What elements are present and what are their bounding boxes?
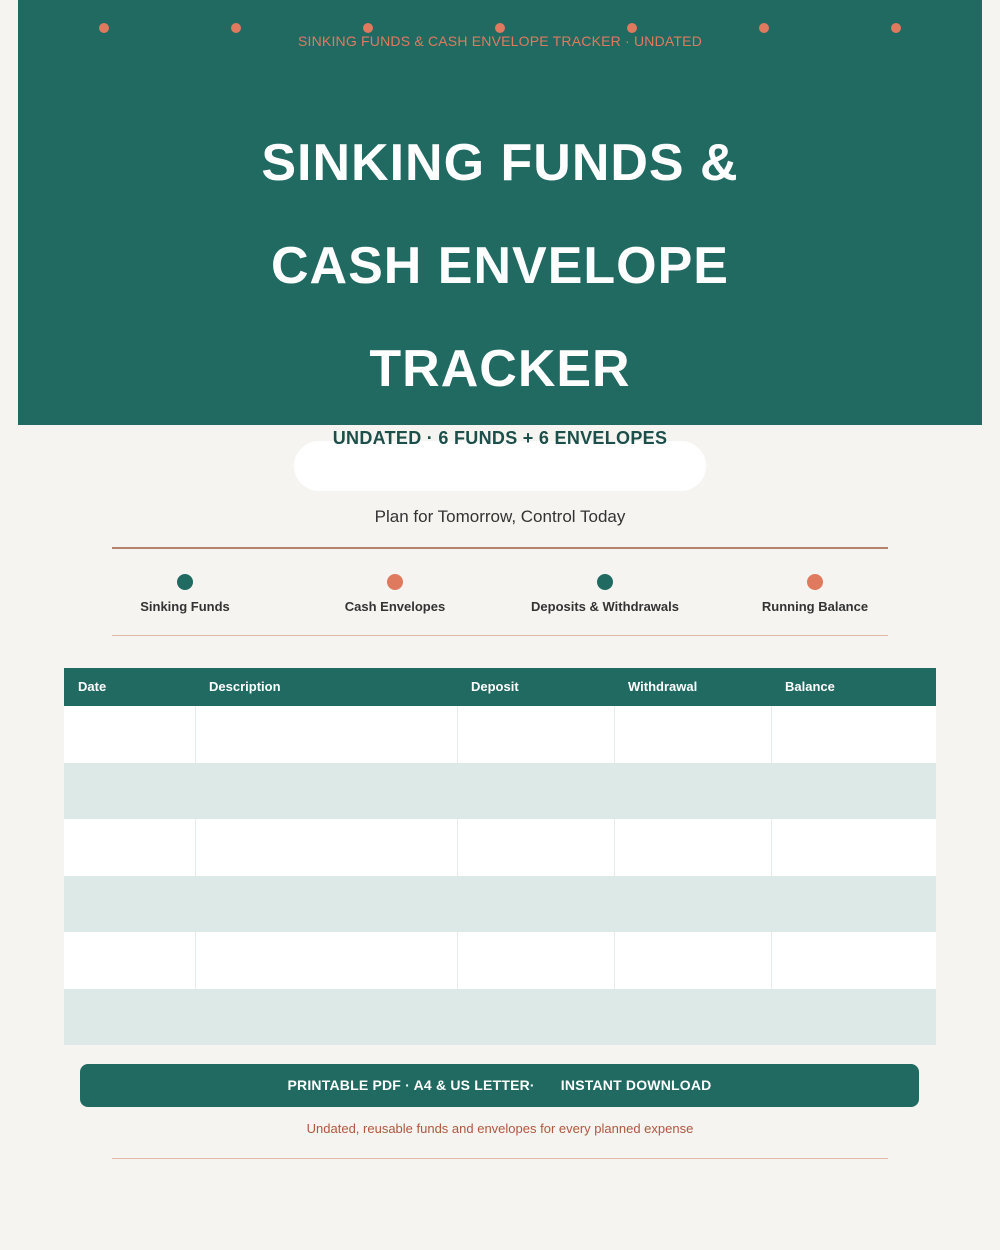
table-row [64,876,936,933]
feature-cash-envelopes [295,574,495,614]
title-line: SINKING FUNDS & [261,134,739,192]
table-cell[interactable] [771,932,936,989]
dot-icon [387,574,403,590]
table-cell[interactable] [195,876,457,933]
table-cell[interactable] [64,989,195,1046]
table-header-row [64,668,936,706]
table-cell[interactable] [457,706,614,763]
feature-label: Sinking Funds [140,599,230,614]
table-cell[interactable] [614,819,771,876]
feature-sinking-funds [85,574,285,614]
table-cell[interactable] [195,763,457,820]
header-top-line: SINKING FUNDS & CASH ENVELOPE TRACKER · UNDATED [297,33,703,49]
dot-icon [231,23,241,33]
tagline: Plan for Tomorrow, Control Today [374,507,626,526]
title-line: CASH ENVELOPE [271,237,729,295]
divider [112,635,888,636]
table-cell[interactable] [771,876,936,933]
dot-icon [363,23,373,33]
table-row [64,763,936,820]
column-header-description: Description [209,678,281,694]
table-cell[interactable] [64,932,195,989]
table-cell[interactable] [457,989,614,1046]
feature-label: Cash Envelopes [344,599,446,614]
table-cell[interactable] [195,819,457,876]
table-cell[interactable] [64,819,195,876]
table-cell[interactable] [457,819,614,876]
download-banner [80,1064,919,1107]
table-row [64,819,936,876]
subtitle: UNDATED · 6 FUNDS + 6 ENVELOPES [332,428,668,448]
table-cell[interactable] [457,763,614,820]
page-title [18,112,982,421]
table-cell[interactable] [195,706,457,763]
dot-icon [627,23,637,33]
table-row [64,706,936,763]
banner-format-text: PRINTABLE PDF · A4 & US LETTER· [287,1077,535,1093]
dot-icon [495,23,505,33]
table-cell[interactable] [771,763,936,820]
table-cell[interactable] [457,932,614,989]
table-cell[interactable] [614,876,771,933]
dot-icon [759,23,769,33]
title-line: TRACKER [369,340,631,398]
table-cell[interactable] [614,706,771,763]
header-banner [18,0,982,425]
table-cell[interactable] [64,876,195,933]
column-header-date: Date [78,678,107,694]
feature-label: Deposits & Withdrawals [531,599,679,614]
table-cell[interactable] [457,876,614,933]
feature-deposits-withdrawals [505,574,705,614]
decorative-dots [18,23,982,33]
dot-icon [597,574,613,590]
table-cell[interactable] [771,819,936,876]
table-cell[interactable] [614,989,771,1046]
table-row [64,932,936,989]
table-cell[interactable] [64,763,195,820]
table-cell[interactable] [614,932,771,989]
table-cell[interactable] [614,763,771,820]
table-cell[interactable] [195,989,457,1046]
table-cell[interactable] [64,706,195,763]
divider [112,1158,888,1159]
divider [112,547,888,549]
column-header-deposit: Deposit [471,678,519,694]
feature-label: Running Balance [761,599,869,614]
tracker-table [64,668,936,1045]
banner-download-text: INSTANT DOWNLOAD [560,1077,712,1093]
column-header-withdrawal: Withdrawal [628,678,698,694]
table-cell[interactable] [195,932,457,989]
footnote: Undated, reusable funds and envelopes for every planned expense [306,1121,694,1136]
feature-running-balance [715,574,915,614]
table-cell[interactable] [771,706,936,763]
dot-icon [807,574,823,590]
table-row [64,989,936,1046]
dot-icon [177,574,193,590]
table-cell[interactable] [771,989,936,1046]
dot-icon [891,23,901,33]
column-header-balance: Balance [785,678,835,694]
dot-icon [99,23,109,33]
